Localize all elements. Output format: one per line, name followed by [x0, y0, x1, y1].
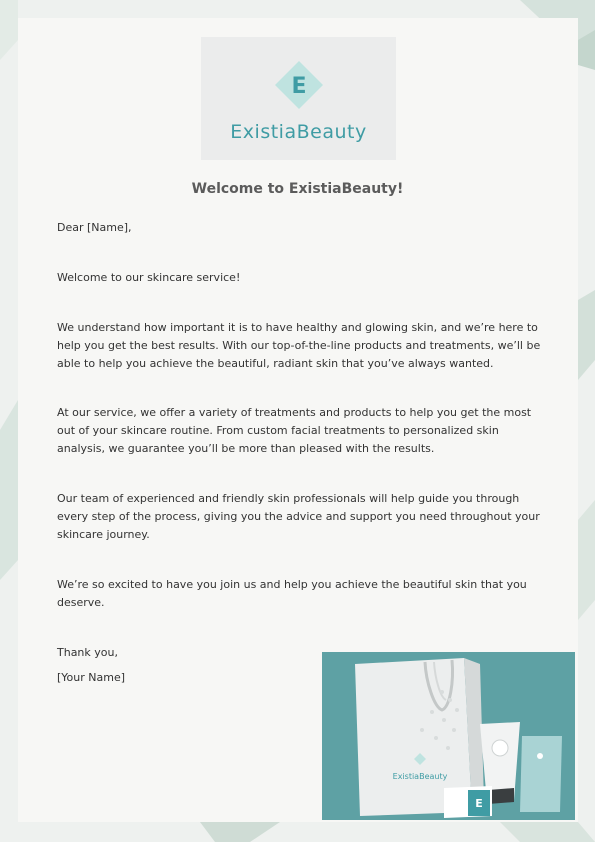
product-illustration	[322, 652, 575, 820]
product-photo	[322, 652, 575, 820]
paragraph-2: At our service, we offer a variety of treatments and products to help you get the most out of your skincare routine. From custom facial treatments to personalized skin analysis, we guarantee you’ll be more than pleased with the results.	[57, 406, 532, 455]
logo-block	[201, 37, 396, 160]
intro-paragraph: Welcome to our skincare service!	[57, 271, 241, 284]
box-letter: E	[475, 797, 483, 810]
paragraph-4: We’re so excited to have you join us and help you achieve the beautiful skin that you deserve.	[57, 578, 527, 609]
paragraph-1: We understand how important it is to have healthy and glowing skin, and we’re here to help you get the best results. With our top-of-the-line products and treatments, we’ll be able to help you achieve the beautiful, radiant skin that you’ve always wanted.	[57, 321, 541, 370]
closing: Thank you,	[57, 646, 118, 659]
logo-wordmark: ExistiaBeauty	[230, 121, 367, 143]
letter-title: Welcome to ExistiaBeauty!	[191, 181, 404, 197]
logo-diamond-icon	[275, 61, 323, 109]
logo-letter: E	[291, 74, 307, 99]
signature: [Your Name]	[57, 671, 126, 684]
greeting: Dear [Name],	[57, 221, 132, 234]
bag-brand-label: ExistiaBeauty	[392, 772, 448, 781]
paragraph-3: Our team of experienced and friendly skin professionals will help guide you through every step of the process, giving you the advice and support you need throughout your skincare journey.	[57, 492, 540, 541]
